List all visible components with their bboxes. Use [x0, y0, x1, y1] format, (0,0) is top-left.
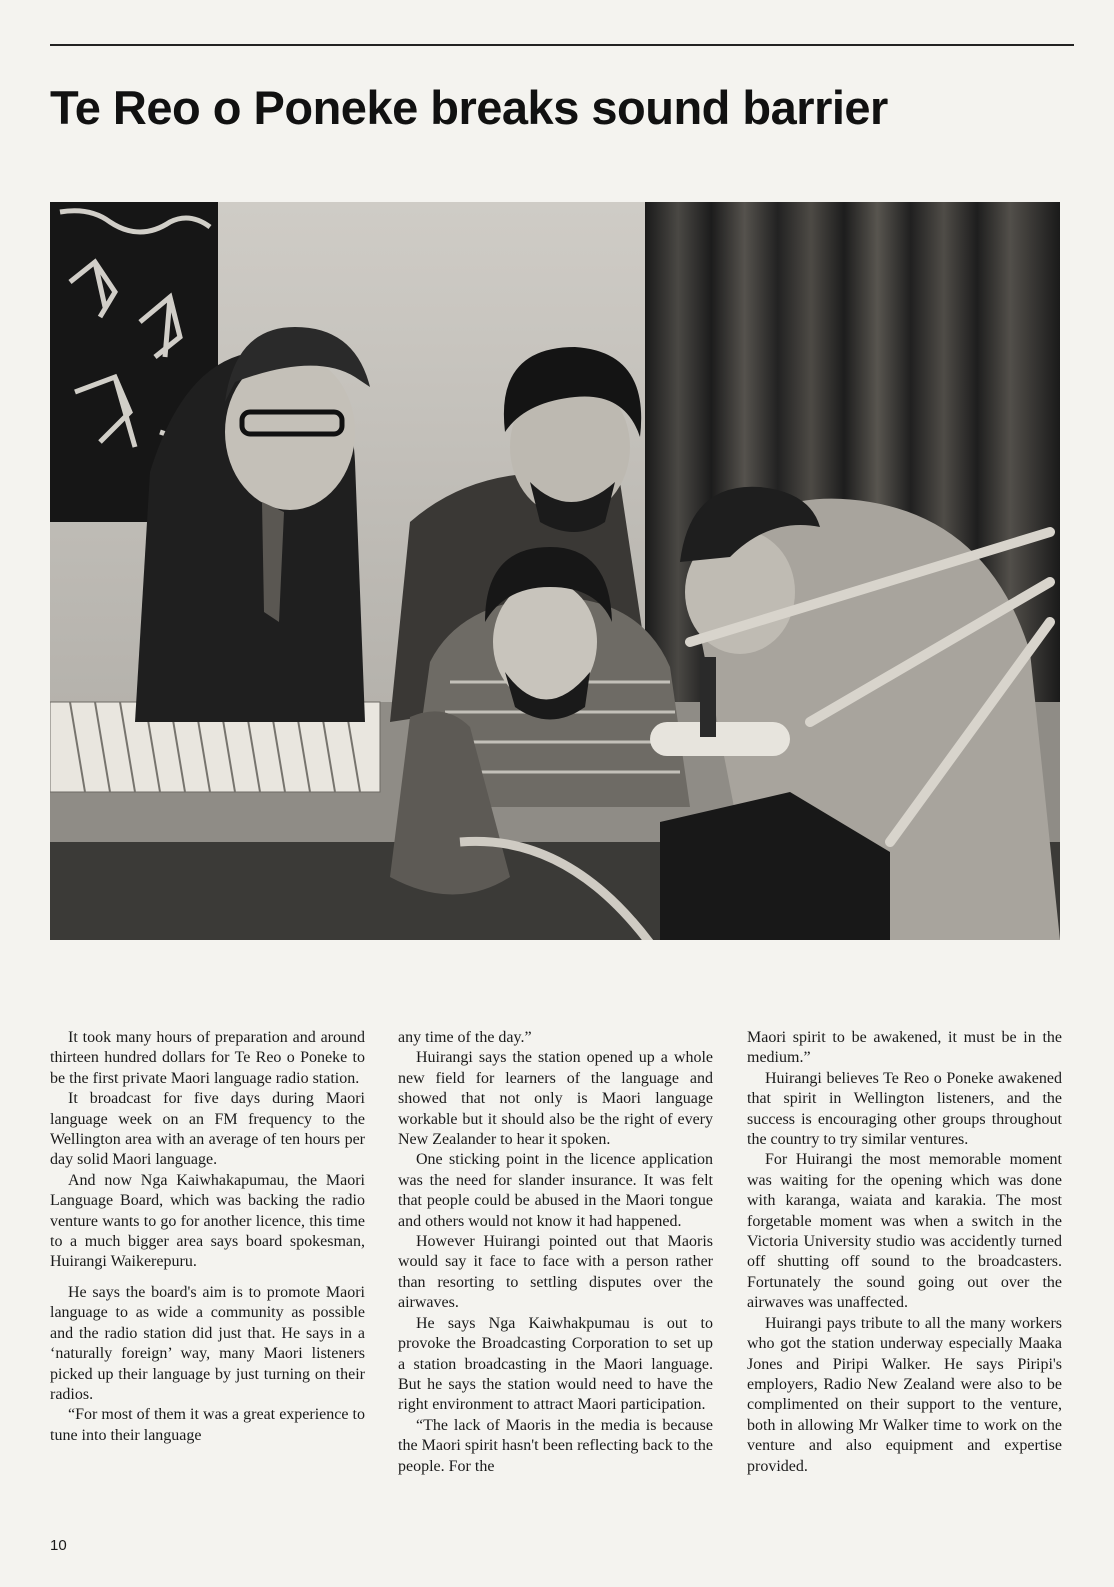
paragraph: Maori spirit to be awakened, it must be in the medium.” — [747, 1029, 1062, 1067]
paragraph: Huirangi pays tribute to all the many workers who got the station underway especially Maaka Jones and Piripi Walker. He says Piripi's employers, Radio New Zealand were also to be complimented on their support to the venture, both in allowing Mr Walker time to work on the venture and also equipment and expertise provided. — [747, 1314, 1062, 1475]
paragraph: Huirangi says the station opened up a whole new field for learners of the language and showed that not only is Maori language workable but it should also be the right of every New Zealander to hear it spoken. — [398, 1049, 713, 1149]
top-rule — [50, 44, 1074, 46]
article-column-1 — [50, 1028, 365, 1446]
paragraph: It broadcast for five days during Maori language week on an FM frequency to the Wellington area with an average of ten hours per day solid Maori language. — [50, 1090, 365, 1169]
article-column-2 — [398, 1028, 713, 1477]
paragraph: any time of the day.” — [398, 1029, 532, 1046]
paragraph: However Huirangi pointed out that Maoris would say it face to face with a person rather than resorting to settling disputes over the airwaves. — [398, 1233, 713, 1312]
paragraph: It took many hours of preparation and around thirteen hundred dollars for Te Reo o Poneke to be the first private Maori language radio station. — [50, 1029, 365, 1087]
headline: Te Reo o Poneke breaks sound barrier — [50, 81, 888, 134]
paragraph: He says the board's aim is to promote Maori language to as wide a community as possible and the radio station did just that. He says in a ‘naturally foreign’ way, many Maori listeners picked up their language by just turning on their radios. — [50, 1283, 365, 1403]
page-number: 10 — [50, 1537, 67, 1554]
photo-illustration — [50, 202, 1060, 940]
paragraph: He says Nga Kaiwhakpumau is out to provoke the Broadcasting Corporation to set up a station broadcasting in the Maori language. But he says the station would need to have the right environment to attract Maori participation. — [398, 1314, 713, 1414]
paragraph: And now Nga Kaiwhakapumau, the Maori Language Board, which was backing the radio venture wants to go for another licence, this time to a much bigger area says board spokesman, Huirangi Waikerepuru. — [50, 1171, 365, 1271]
studio-photo — [50, 202, 1060, 940]
paragraph: For Huirangi the most memorable moment was waiting for the opening which was done with karanga, waiata and karakia. The most forgetable moment was when a switch in the Victoria University studio was accidently turned off shutting off sound to the broadcasters. Fortunately the sound going out over the airwaves was unaffected. — [747, 1151, 1062, 1312]
paragraph: Huirangi believes Te Reo o Poneke awakened that spirit in Wellington listeners, and the success is encouraging other groups throughout the country to try similar ventures. — [747, 1069, 1062, 1149]
paragraph: One sticking point in the licence application was the need for slander insurance. It was felt that people could be abused in the Maori tongue and others would not know it had happened. — [398, 1151, 713, 1230]
paragraph: “For most of them it was a great experience to tune into their language — [50, 1406, 365, 1444]
article-column-3 — [747, 1028, 1062, 1477]
paragraph: “The lack of Maoris in the media is because the Maori spirit hasn't been reflecting back to the people. For the — [398, 1416, 713, 1475]
